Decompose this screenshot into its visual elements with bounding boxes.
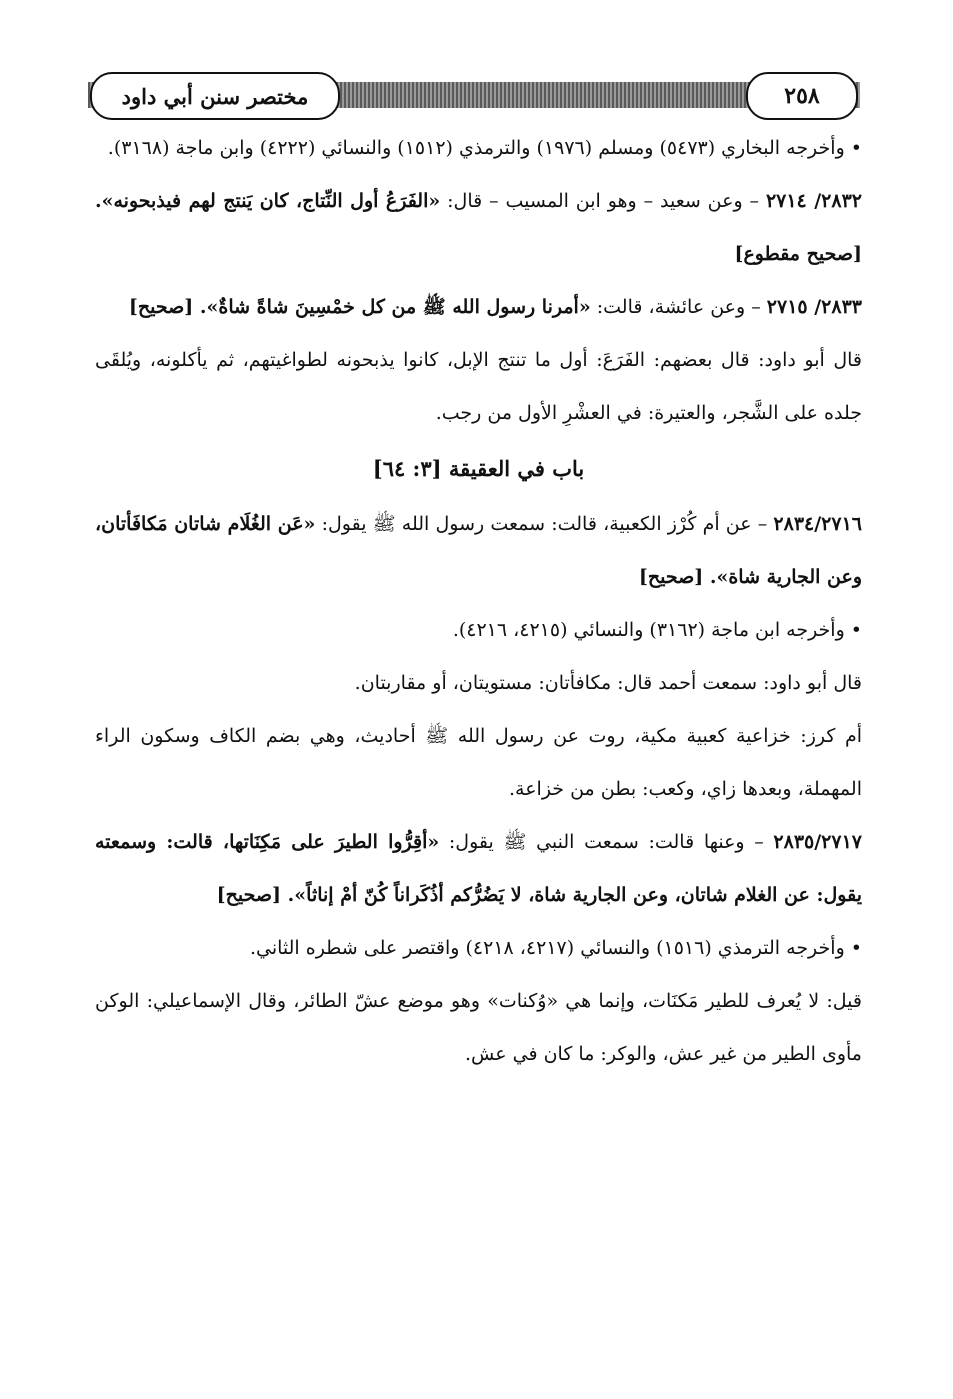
book-title: مختصر سنن أبي داود [90, 72, 340, 120]
bold-text: ٢٨٣٢/ ٢٧١٤ [765, 190, 862, 212]
text-run: وأخرجه ابن ماجة (٣١٦٢) والنسائي (٤٢١٥، ٤٢١٦). [452, 619, 845, 641]
commentary-paragraph [95, 657, 862, 710]
text-run: – وعنها قالت: سمعت النبي ﷺ يقول: [439, 831, 774, 853]
commentary-paragraph [95, 334, 862, 440]
hadith-paragraph [95, 281, 862, 334]
page-body [95, 122, 862, 1081]
takhrij-note [95, 122, 862, 175]
chapter-heading [95, 440, 862, 498]
text-run: قيل: لا يُعرف للطير مَكنَات، وإنما هي «وُكنات» وهو موضع عشّ الطائر، وقال الإسماعيلي: الوكن مأوى الطير من غير عش، والوكر: ما كان في عش. [95, 990, 862, 1065]
hadith-paragraph [95, 816, 862, 922]
hadith-paragraph [95, 498, 862, 604]
text-run: – وعن سعيد – وهو ابن المسيب – قال: [440, 190, 766, 212]
bold-text: ٢٨٣٥/٢٧١٧ [773, 831, 862, 853]
takhrij-note [95, 604, 862, 657]
text-run: – وعن عائشة، قالت: [590, 296, 767, 318]
text-run: وأخرجه البخاري (٥٤٧٣) ومسلم (١٩٧٦) والترمذي (١٥١٢) والنسائي (٤٢٢٢) وابن ماجة (٣١٦٨). [107, 137, 845, 159]
bold-text: «عَن الغُلَام شاتان مَكافَأتان، وعن الجارية شاة». [صحيح] [95, 513, 862, 588]
text-run: – عن أم كُرْز الكعبية، قالت: سمعت رسول الله ﷺ يقول: [315, 513, 774, 535]
text-run: قال أبو داود: سمعت أحمد قال: مكافأتان: مستويتان، أو مقاربتان. [354, 672, 862, 694]
page-header [88, 72, 860, 120]
bold-text: «أمرنا رسول الله ﷺ من كل خمْسِينَ شاةً شاةٌ». [صحيح] [128, 296, 591, 318]
text-run: وأخرجه الترمذي (١٥١٦) والنسائي (٤٢١٧، ٤٢١٨) واقتصر على شطره الثاني. [249, 937, 845, 959]
commentary-paragraph [95, 710, 862, 816]
commentary-paragraph [95, 975, 862, 1081]
text-run: قال أبو داود: قال بعضهم: الفَرَعَ: أول ما تنتج الإبل، كانوا يذبحونه لطواغيتهم، ثم يأكلونه، ويُلقَى جلده على الشَّجر، والعتيرة: في العشْرِ الأول من رجب. [95, 349, 862, 424]
text-run: أم كرز: خزاعية كعبية مكية، روت عن رسول الله ﷺ أحاديث، وهي بضم الكاف وسكون الراء المهملة، وبعدها زاي، وكعب: بطن من خزاعة. [95, 725, 862, 800]
takhrij-note [95, 922, 862, 975]
hadith-paragraph [95, 175, 862, 281]
bold-text: «أقِرُّوا الطيرَ على مَكِنَاتها، قالت: وسمعته يقول: عن الغلام شاتان، وعن الجارية شاة، لا يَضُرُّكم أذُكَراناً كُنّ أمْ إناثاً». [صحيح] [95, 831, 862, 906]
page-number: ٢٥٨ [746, 72, 858, 120]
bold-text: باب في العقيقة [٣: ٦٤] [372, 456, 585, 481]
bold-text: ٢٨٣٤/٢٧١٦ [773, 513, 862, 535]
bold-text: «الفَرَعُ أول النِّتاج، كان يَنتج لهم فيذبحونه». [صحيح مقطوع] [95, 190, 862, 265]
bold-text: ٢٨٣٣/ ٢٧١٥ [766, 296, 862, 318]
